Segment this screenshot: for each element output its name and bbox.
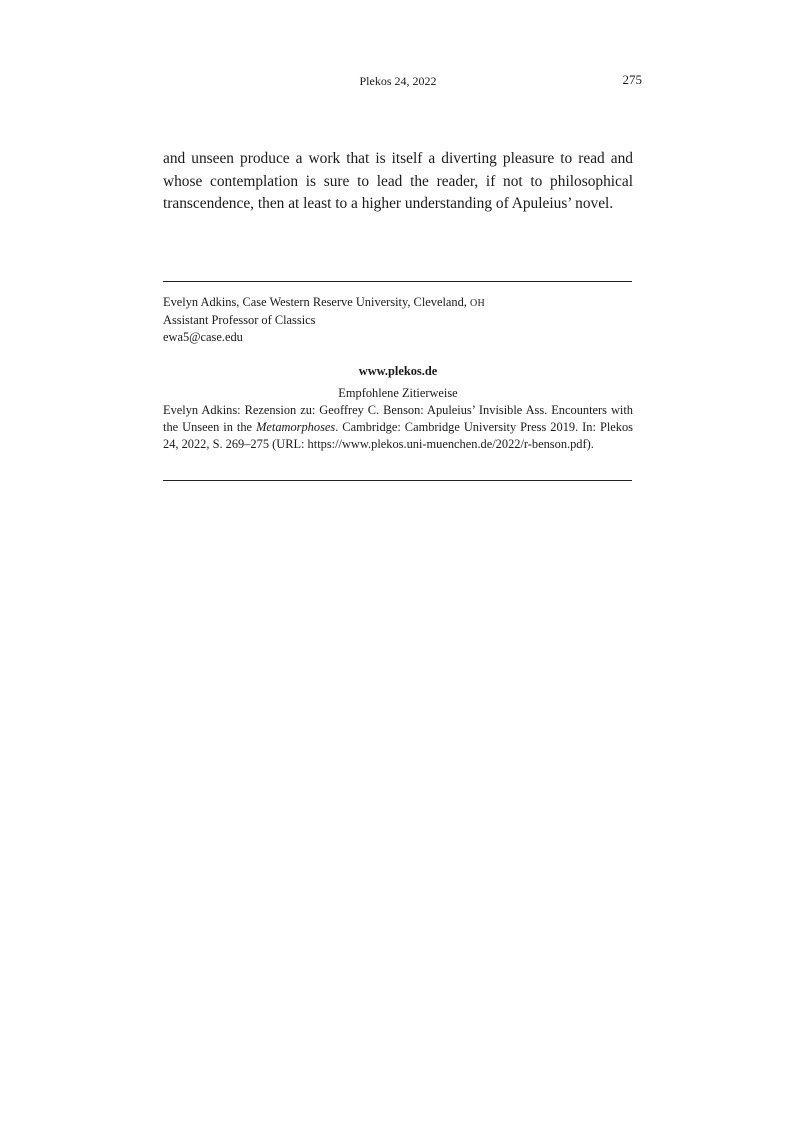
bottom-divider <box>163 480 632 481</box>
citation-italic-title: Metamorphoses <box>256 419 336 434</box>
page-number: 275 <box>622 72 642 87</box>
citation-text <box>163 402 633 452</box>
citation-before-title: Evelyn Adkins: Rezension zu: Geoffrey C. Benson: Apuleius’ Invisible Ass. Encounters with the Unseen in the <box>163 403 633 434</box>
author-email: ewa5@case.edu <box>163 330 243 344</box>
author-affiliation-line <box>163 294 633 312</box>
citation-after-title: . Cambridge: Cambridge University Press 2019. In: Plekos 24, 2022, S. 269–275 (URL: https://www.plekos.uni-muenchen.de/2022/r-benson.pdf). <box>163 419 633 451</box>
author-block <box>163 294 633 346</box>
top-divider <box>163 281 632 282</box>
running-title: Plekos 24, 2022 <box>359 74 437 88</box>
author-state: OH <box>470 298 486 309</box>
author-name-affiliation: Evelyn Adkins, Case Western Reserve University, Cleveland, <box>163 295 467 309</box>
author-position: Assistant Professor of Classics <box>163 313 316 327</box>
body-paragraph: and unseen produce a work that is itself a diverting pleasure to read and whose contemplation is sure to lead the reader, if not to philosophical transcendence, then at least to a higher understanding of Apuleius’ novel. <box>163 150 633 212</box>
citation-heading: Empfohlene Zitierweise <box>338 386 458 400</box>
website-link[interactable]: www.plekos.de <box>358 364 438 378</box>
